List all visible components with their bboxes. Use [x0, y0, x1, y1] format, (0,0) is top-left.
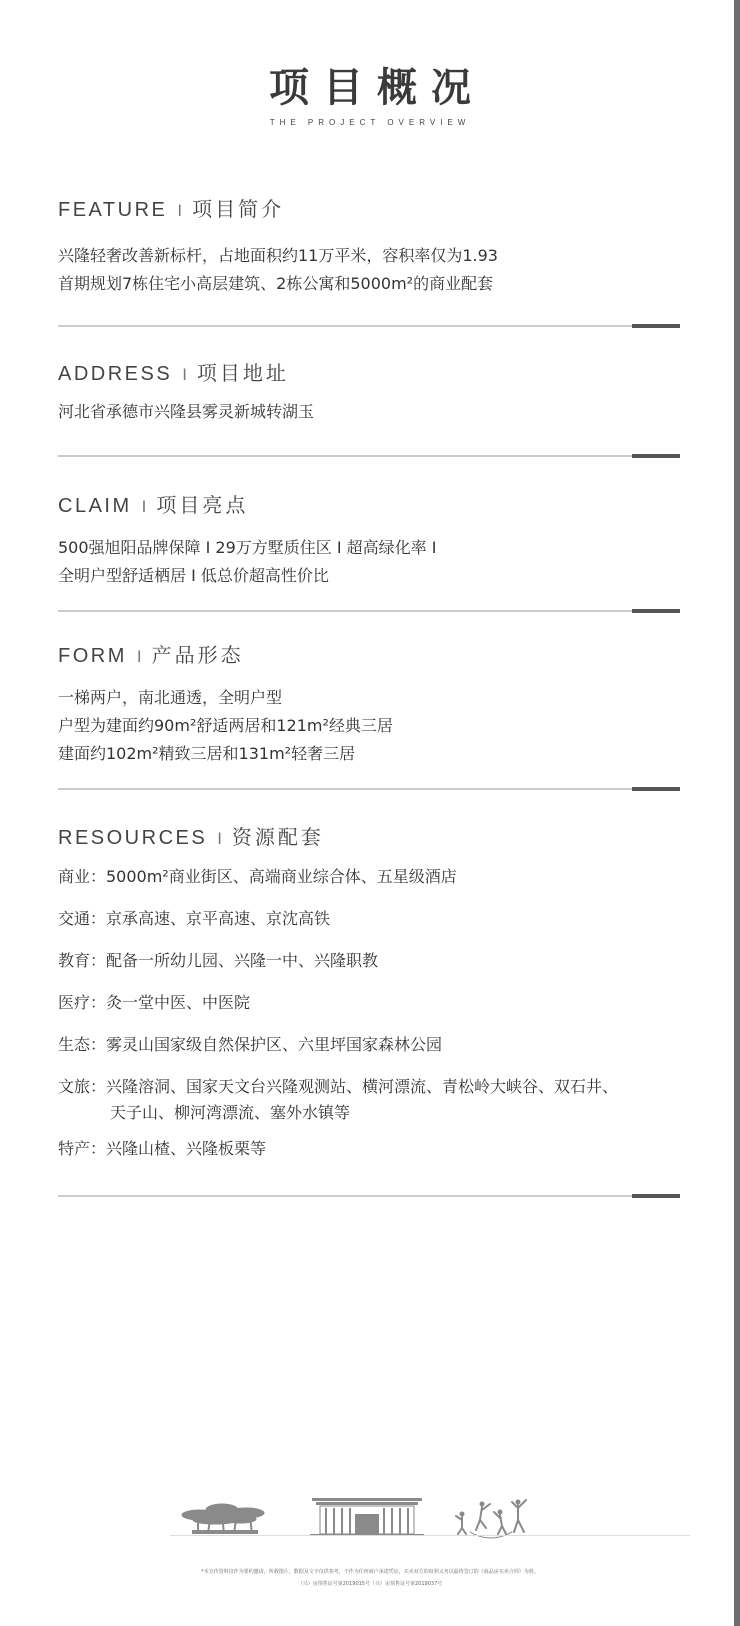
- section-heading-separator: I: [177, 201, 183, 220]
- form-line: 建面约102m²精致三居和131m²轻奢三居: [58, 744, 356, 763]
- trees-illustration: [182, 1504, 264, 1534]
- feature-line: 首期规划7栋住宅小高层建筑、2栋公寓和5000m²的商业配套: [58, 274, 494, 293]
- section-heading-cn: 项目亮点: [156, 493, 249, 517]
- section-heading-cn: 产品形态: [151, 643, 244, 667]
- resource-item-continuation-text: 天子山、柳河湾漂流、塞外水镇等: [110, 1103, 351, 1122]
- section-heading-en: RESOURCES: [58, 827, 208, 849]
- footer-ground-line: [170, 1535, 690, 1536]
- divider-accent: [632, 787, 680, 791]
- section-divider: [58, 325, 680, 327]
- section-heading-separator: I: [182, 365, 187, 384]
- section-divider: [58, 1195, 680, 1197]
- divider-accent: [632, 324, 680, 328]
- building-illustration: [310, 1498, 424, 1536]
- page-title: 项目概况: [269, 65, 485, 111]
- resource-item: 教育：配备一所幼儿园、兴隆一中、兴隆职教: [58, 951, 379, 970]
- claim-line: 500强旭阳品牌保障 I 29万方墅质住区 I 超高绿化率 I: [58, 538, 437, 557]
- section-divider: [58, 455, 680, 457]
- section-heading: [58, 642, 678, 670]
- section-address: [58, 360, 678, 426]
- section-heading-separator: I: [217, 829, 222, 848]
- section-heading: [58, 196, 678, 224]
- form-line: 一梯两户，南北通透，全明户型: [58, 688, 283, 707]
- section-heading-cn: 项目地址: [196, 361, 289, 385]
- section-heading-cn: 资源配套: [231, 825, 324, 849]
- section-feature: [58, 196, 678, 298]
- section-heading-en: CLAIM: [58, 495, 132, 517]
- section-heading: [58, 824, 678, 852]
- section-heading-cn: 项目简介: [192, 197, 285, 221]
- section-form: [58, 642, 678, 768]
- section-divider: [58, 610, 680, 612]
- page-edge-bar: [734, 0, 740, 1626]
- section-heading-separator: I: [136, 647, 142, 666]
- resource-item: 特产：兴隆山楂、兴隆板栗等: [58, 1139, 267, 1158]
- feature-line: 兴隆轻奢改善新标杆，占地面积约11万平米，容积率仅为1.93: [58, 246, 498, 265]
- divider-accent: [632, 609, 680, 613]
- section-resources: [58, 824, 678, 1162]
- resource-item: 交通：京承高速、京平高速、京沈高铁: [58, 909, 331, 928]
- form-line: 户型为建面约90m²舒适两居和121m²经典三居: [58, 716, 393, 735]
- address-line: 河北省承德市兴隆县雾灵新城转湖玉: [58, 402, 315, 421]
- section-divider: [58, 788, 680, 790]
- resource-item-continuation: [58, 1100, 678, 1126]
- playing-children-illustration: [456, 1500, 526, 1539]
- resource-item: 医疗：灸一堂中医、中医院: [58, 993, 251, 1012]
- page-header: [0, 64, 740, 127]
- section-claim: [58, 492, 678, 590]
- footer-disclaimer: *本宣传资料仅作为要约邀请，所载图片、数据及文字仅供参考，不作为任何商户承诺凭证，买卖双方的权利义务以最终签订的《商品房买卖合同》为准。: [201, 1569, 539, 1575]
- footer-license: （兴）房预售证号第2019015号（兴）房预售证号第2019037号: [297, 1581, 443, 1587]
- section-heading-en: ADDRESS: [58, 363, 173, 385]
- footer-illustration: [0, 1492, 740, 1562]
- page-subtitle: THE PROJECT OVERVIEW: [269, 118, 471, 127]
- section-heading: [58, 492, 678, 520]
- claim-line: 全明户型舒适栖居 I 低总价超高性价比: [58, 566, 329, 585]
- section-heading-en: FORM: [58, 645, 127, 667]
- resource-item: 文旅：兴隆溶洞、国家天文台兴隆观测站、横河漂流、青松岭大峡谷、双石井、: [58, 1077, 619, 1096]
- resource-item: 商业：5000m²商业街区、高端商业综合体、五星级酒店: [58, 867, 457, 886]
- section-heading-en: FEATURE: [58, 199, 168, 221]
- section-heading-separator: I: [141, 497, 147, 516]
- resource-item: 生态：雾灵山国家级自然保护区、六里坪国家森林公园: [58, 1035, 443, 1054]
- section-heading: [58, 360, 678, 388]
- divider-accent: [632, 1194, 680, 1198]
- divider-accent: [632, 454, 680, 458]
